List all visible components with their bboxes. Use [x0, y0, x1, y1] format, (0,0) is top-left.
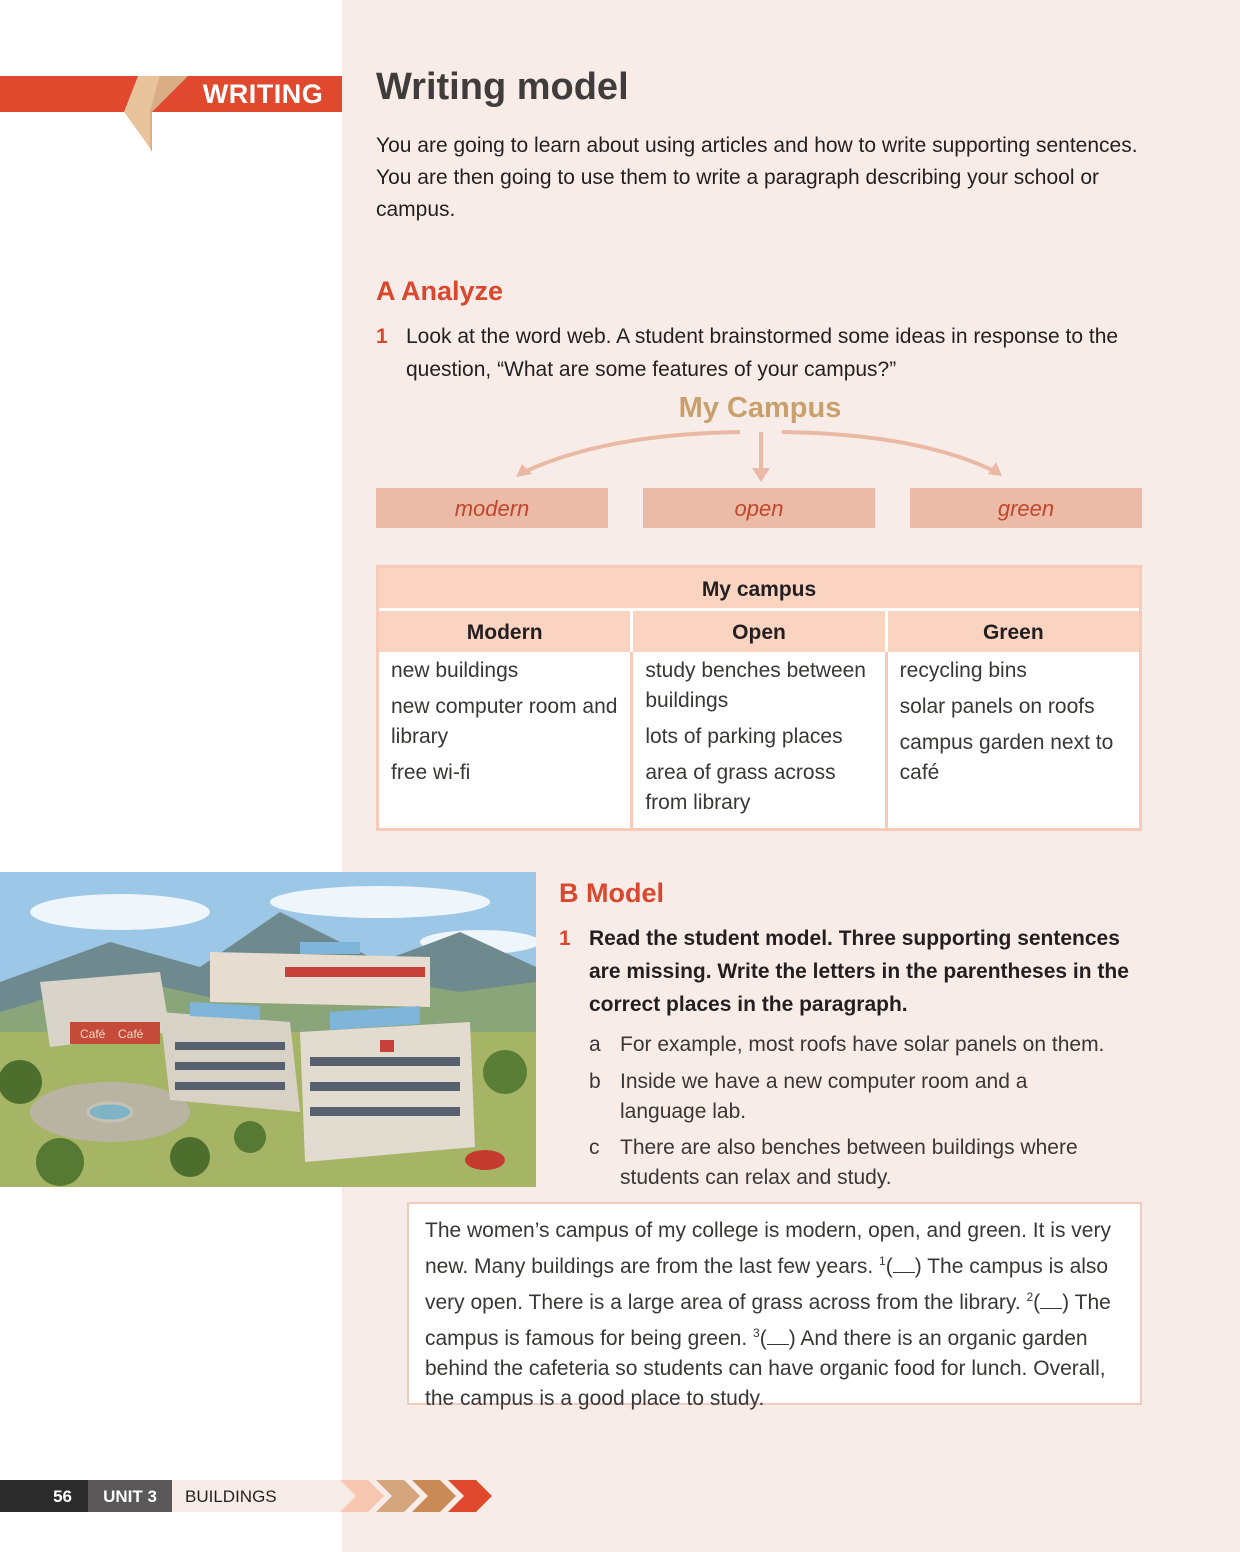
- answer-blank-3[interactable]: [767, 1326, 789, 1345]
- answer-blank-1[interactable]: [893, 1254, 915, 1273]
- ideas-table: [376, 565, 1142, 831]
- paragraph-text: The women’s campus of my college is modern, open, and green. It is very new. Many buildings are from the last few years.: [425, 1219, 1111, 1278]
- banner-arrow-icon: [110, 76, 190, 152]
- intro-text: You are going to learn about using articles and how to write supporting sentences. You are then going to use them to write a paragraph describing your school or campus.: [376, 134, 1138, 221]
- analyze-heading: A Analyze: [376, 276, 504, 306]
- blank-number: 3: [753, 1326, 760, 1340]
- table-cell: campus garden next to café: [899, 731, 1114, 784]
- page-number: 56: [53, 1487, 72, 1506]
- table-header-modern: Modern: [379, 611, 633, 652]
- unit-label: UNIT 3: [88, 1480, 172, 1512]
- option-text: For example, most roofs have solar panels on them.: [620, 1033, 1105, 1056]
- table-column-green: [888, 652, 1139, 828]
- table-header-green: Green: [982, 621, 1044, 644]
- option-text: There are also benches between buildings where students can relax and study.: [620, 1136, 1078, 1189]
- page-footer: [0, 1480, 500, 1512]
- option-letter: a: [589, 1033, 601, 1056]
- picture-sign: Café: [80, 1027, 106, 1041]
- paragraph-text: The campus is famous for being green.: [425, 1291, 1111, 1350]
- table-cell: study benches between buildings: [645, 659, 866, 712]
- table-caption: My campus: [379, 568, 1139, 611]
- option-text: Inside we have a new computer room and a language lab.: [620, 1070, 1028, 1123]
- unit-topic: BUILDINGS: [172, 1480, 352, 1512]
- table-header-row: [379, 611, 1139, 652]
- table-column-modern: [379, 652, 633, 828]
- table-cell: free wi-fi: [391, 761, 471, 784]
- paragraph-text: The campus is also very open. There is a large area of grass across from the library.: [425, 1255, 1109, 1314]
- answer-blank-2[interactable]: [1040, 1290, 1062, 1309]
- word-web-arrows: [376, 426, 1142, 488]
- word-web-node-modern: modern: [376, 488, 608, 528]
- table-cell: lots of parking places: [645, 725, 843, 748]
- table-cell: new computer room and library: [391, 695, 618, 748]
- table-cell: area of grass across from library: [645, 761, 836, 814]
- blank-number: 2: [1026, 1290, 1034, 1304]
- table-cell: new buildings: [391, 659, 519, 682]
- page-title: Writing model: [376, 66, 629, 108]
- paragraph-text: And there is an organic garden behind the cafeteria so students can have organic food for lunch. Overall, the campus is a good place to study.: [425, 1327, 1106, 1410]
- exercise-number: 1: [376, 325, 388, 348]
- table-header-open: Open: [633, 611, 887, 652]
- option-letter: b: [589, 1070, 601, 1093]
- word-web-node-open: open: [643, 488, 875, 528]
- word-web-node-green: green: [910, 488, 1142, 528]
- model-heading: B Model: [559, 878, 664, 908]
- exercise-number: 1: [559, 927, 571, 950]
- student-model-paragraph: The women’s campus of my college is modern, open, and green. It is very new. Many buildings are from the last few years. $^1$( ) The campus is also very open. There is a large area of grass across from the library. $^2$( ) The campus is famous for being green. $^3$( ) And there is an organic garden behind the cafeteria so students can have organic food for lunch. Overall, the campus is a good place to study.: [407, 1202, 1142, 1405]
- section-label: WRITING: [202, 79, 324, 109]
- table-column-open: [633, 652, 887, 828]
- table-cell: solar panels on roofs: [899, 695, 1095, 718]
- blank-number: 1: [879, 1254, 886, 1268]
- footer-chevrons-icon: [340, 1480, 500, 1512]
- option-letter: c: [589, 1136, 600, 1159]
- model-instruction: Read the student model. Three supporting sentences are missing. Write the letters in the parentheses in the correct places in the paragraph.: [589, 927, 1129, 1016]
- page-number-box: [0, 1480, 88, 1512]
- campus-illustration: [0, 872, 536, 1187]
- word-web-title: My Campus: [678, 392, 842, 424]
- analyze-instruction: Look at the word web. A student brainstormed some ideas in response to the question, “What are some features of your campus?”: [406, 325, 1119, 381]
- picture-sign: Café: [118, 1027, 144, 1041]
- table-cell: recycling bins: [899, 659, 1027, 682]
- table-body: [379, 652, 1139, 828]
